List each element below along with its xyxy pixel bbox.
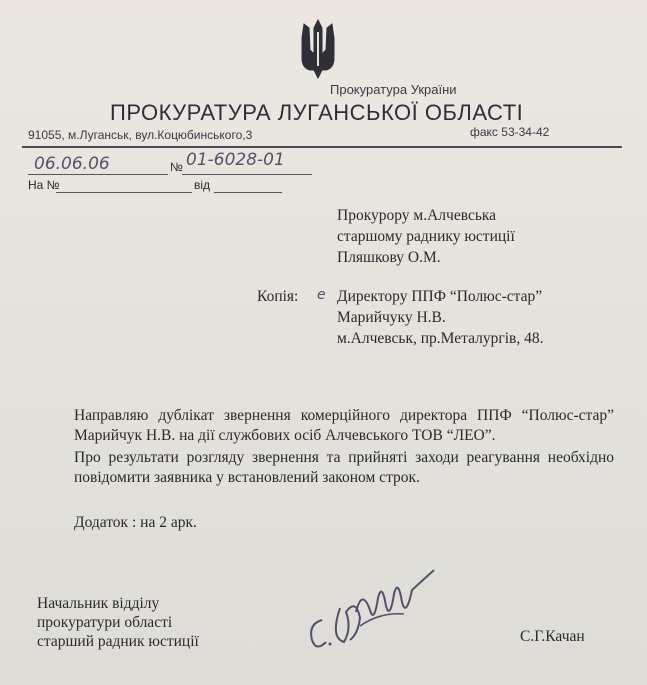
addressee-line: Пляшкову О.М. [337,249,441,266]
from-underline [214,192,282,193]
signer-title-block [37,594,199,651]
signer-name: С.Г.Качан [520,628,585,645]
signer-title-line: старший радник юстиції [37,633,199,650]
signer-title-line: прокуратури області [37,614,173,631]
body-paragraph: Про результати розгляду звернення та прийняті заходи реагування необхідно повідомити заявника у встановлений законом строк. [74,449,614,486]
body-paragraph: Направляю дублікат звернення комерційного директора ППФ “Полюс-стар” Марийчук Н.В. на дії службових осіб Алчевського ТОВ “ЛЕО”. [74,407,614,444]
handwritten-signature-icon [300,568,440,658]
copy-label: Копія: [257,288,299,305]
outgoing-number: 01-6028-01 [186,150,285,170]
addressee-line: Прокурору м.Алчевська [337,207,497,224]
from-label: від [194,178,211,192]
office-address: 91055, м.Луганськ, вул.Коцюбинського,3 [28,128,253,142]
signer-title-line: Начальник відділу [37,595,160,612]
attachment-note: Додаток : на 2 арк. [74,514,197,531]
copy-recipient-line: Директору ППФ “Полюс-стар” [337,288,543,305]
copy-recipient-block [337,286,543,349]
number-underline [182,174,312,175]
ministry-name: Прокуратура України [330,82,457,97]
trident-emblem-icon [296,18,340,80]
copy-handwritten-mark: е [317,287,326,303]
outgoing-date: 06.06.06 [34,154,110,174]
letter-body [74,406,614,488]
office-name: ПРОКУРАТУРА ЛУГАНСЬКОЇ ОБЛАСТІ [110,100,524,125]
addressee-block [337,205,515,268]
number-label: № [170,160,183,174]
reply-label: На № [28,178,60,192]
date-underline [28,174,168,175]
copy-recipient-line: Марийчуку Н.В. [337,309,446,326]
office-fax: факс 53-34-42 [470,125,550,139]
addressee-line: старшому раднику юстиції [337,228,515,245]
copy-recipient-line: м.Алчевськ, пр.Металургів, 48. [337,330,544,347]
reply-underline [56,192,192,193]
header-divider [22,146,622,148]
